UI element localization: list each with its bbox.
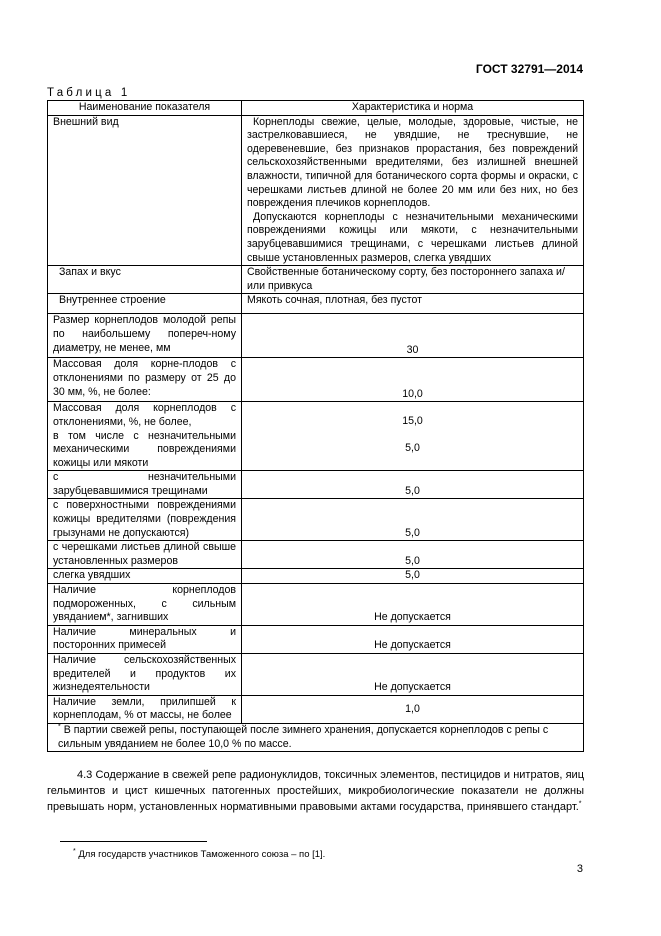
row-name: с черешками листьев длиной свыше установленных размеров <box>48 541 242 569</box>
row-value: 10,0 <box>242 358 584 402</box>
footnote-mark: * <box>58 723 61 731</box>
row-name-part: Массовая доля корнеплодов с отклонениями, %, не более, <box>53 402 236 428</box>
row-name: Наличие земли, прилипшей к корнеплодам, % от массы, не более <box>48 695 242 723</box>
row-name: Запах и вкус <box>48 266 242 294</box>
document-code: ГОСТ 32791—2014 <box>475 62 583 76</box>
table-row <box>48 314 584 358</box>
row-value: Не допускается <box>242 584 584 626</box>
table-footnote <box>48 723 584 751</box>
row-name: с незначительными зарубцевавшимися трещинами <box>48 471 242 499</box>
row-value: Не допускается <box>242 625 584 653</box>
row-value: Не допускается <box>242 654 584 696</box>
row-name: слегка увядших <box>48 569 242 584</box>
table-row <box>48 402 584 471</box>
row-name: Внешний вид <box>48 115 242 266</box>
row-name: Размер корнеплодов молодой репы по наибольшему попереч-ному диаметру, не менее, мм <box>48 314 242 358</box>
table-row <box>48 654 584 696</box>
body-paragraph <box>47 767 584 815</box>
row-value <box>242 402 584 471</box>
table-row <box>48 625 584 653</box>
row-value: 1,0 <box>242 695 584 723</box>
row-value: 5,0 <box>242 541 584 569</box>
row-value: 30 <box>242 314 584 358</box>
row-value-paragraph: Допускаются корнеплоды с незначительными механическими повреждениями кожицы или мякоти, с незначительными зарубцевавшимися трещинами, с черешками листьев длиной свыше установленных размеров, слегка увядших <box>247 210 578 264</box>
page-footnote <box>73 849 325 860</box>
row-name: с поверхностными повреждениями кожицы вредителями (повреждения грызунами не допускаются) <box>48 499 242 541</box>
row-value: Свойственные ботаническому сорту, без постороннего запаха и/или привкуса <box>242 266 584 294</box>
row-value: 5,0 <box>242 471 584 499</box>
row-value-paragraph: Корнеплоды свежие, целые, молодые, здоровые, чистые, не застрелковавшиеся, не увядшие, не треснувшие, не одеревеневшие, без признаков прорастания, без повреждений сельскохозяйственными вредителями, без излишней внешней влажности, типичной для ботанического сорта формы и окраски, с черешками листьев длиной не более 20 мм или без них, но без повреждения плечиков корнеплодов. <box>247 115 578 210</box>
row-name <box>48 402 242 471</box>
row-name: Наличие корнеплодов подмороженных, с сильным увяданием*, загнивших <box>48 584 242 626</box>
footnote-mark: * <box>578 800 582 808</box>
table-row <box>48 499 584 541</box>
table-row <box>48 358 584 402</box>
row-name: Наличие сельскохозяйственных вредителей и продуктов их жизнедеятельности <box>48 654 242 696</box>
table-row <box>48 266 584 294</box>
table-row <box>48 115 584 266</box>
row-value: Мякоть сочная, плотная, без пустот <box>242 294 584 314</box>
row-name: Наличие минеральных и посторонних примесей <box>48 625 242 653</box>
table-footnote-row <box>48 723 584 751</box>
footnote-mark: * <box>73 847 76 855</box>
row-value <box>242 115 584 266</box>
row-value: 5,0 <box>242 569 584 584</box>
row-value-part: 15,0 <box>402 415 423 428</box>
row-name-part: в том числе с незначительными механическими повреждениями кожицы или мякоти <box>53 429 236 469</box>
page-number: 3 <box>576 863 583 875</box>
table-caption: Таблица 1 <box>47 87 131 99</box>
col2-header: Характеристика и норма <box>242 101 584 116</box>
col1-header: Наименование показателя <box>48 101 242 116</box>
page-footnote-text: Для государств участников Таможенного союза – по [1]. <box>78 849 326 860</box>
table-row <box>48 294 584 314</box>
table-row <box>48 695 584 723</box>
specification-table <box>47 100 584 752</box>
row-name: Массовая доля корне-плодов с отклонениями по размеру от 25 до 30 мм, %, не более: <box>48 358 242 402</box>
table-footnote-text: В партии свежей репы, поступающей после зимнего хранения, допускается корнеплодов с репы с сильным увяданием не более 10,0 % по массе. <box>58 723 549 750</box>
paragraph-text: 4.3 Содержание в свежей репе радионуклидов, токсичных элементов, пестицидов и нитратов, яиц гельминтов и цист кишечных патогенных простейших, микробиологические показатели не должны превышать норм, установленных нормативными правовыми актами государства, принявшего стандарт. <box>47 769 584 813</box>
row-value: 5,0 <box>242 499 584 541</box>
table-row <box>48 569 584 584</box>
row-value-part: 5,0 <box>405 441 420 454</box>
table-row <box>48 541 584 569</box>
table-row <box>48 471 584 499</box>
row-name: Внутреннее строение <box>48 294 242 314</box>
table-row <box>48 584 584 626</box>
footnote-separator <box>60 841 207 842</box>
table-header-row <box>48 101 584 116</box>
